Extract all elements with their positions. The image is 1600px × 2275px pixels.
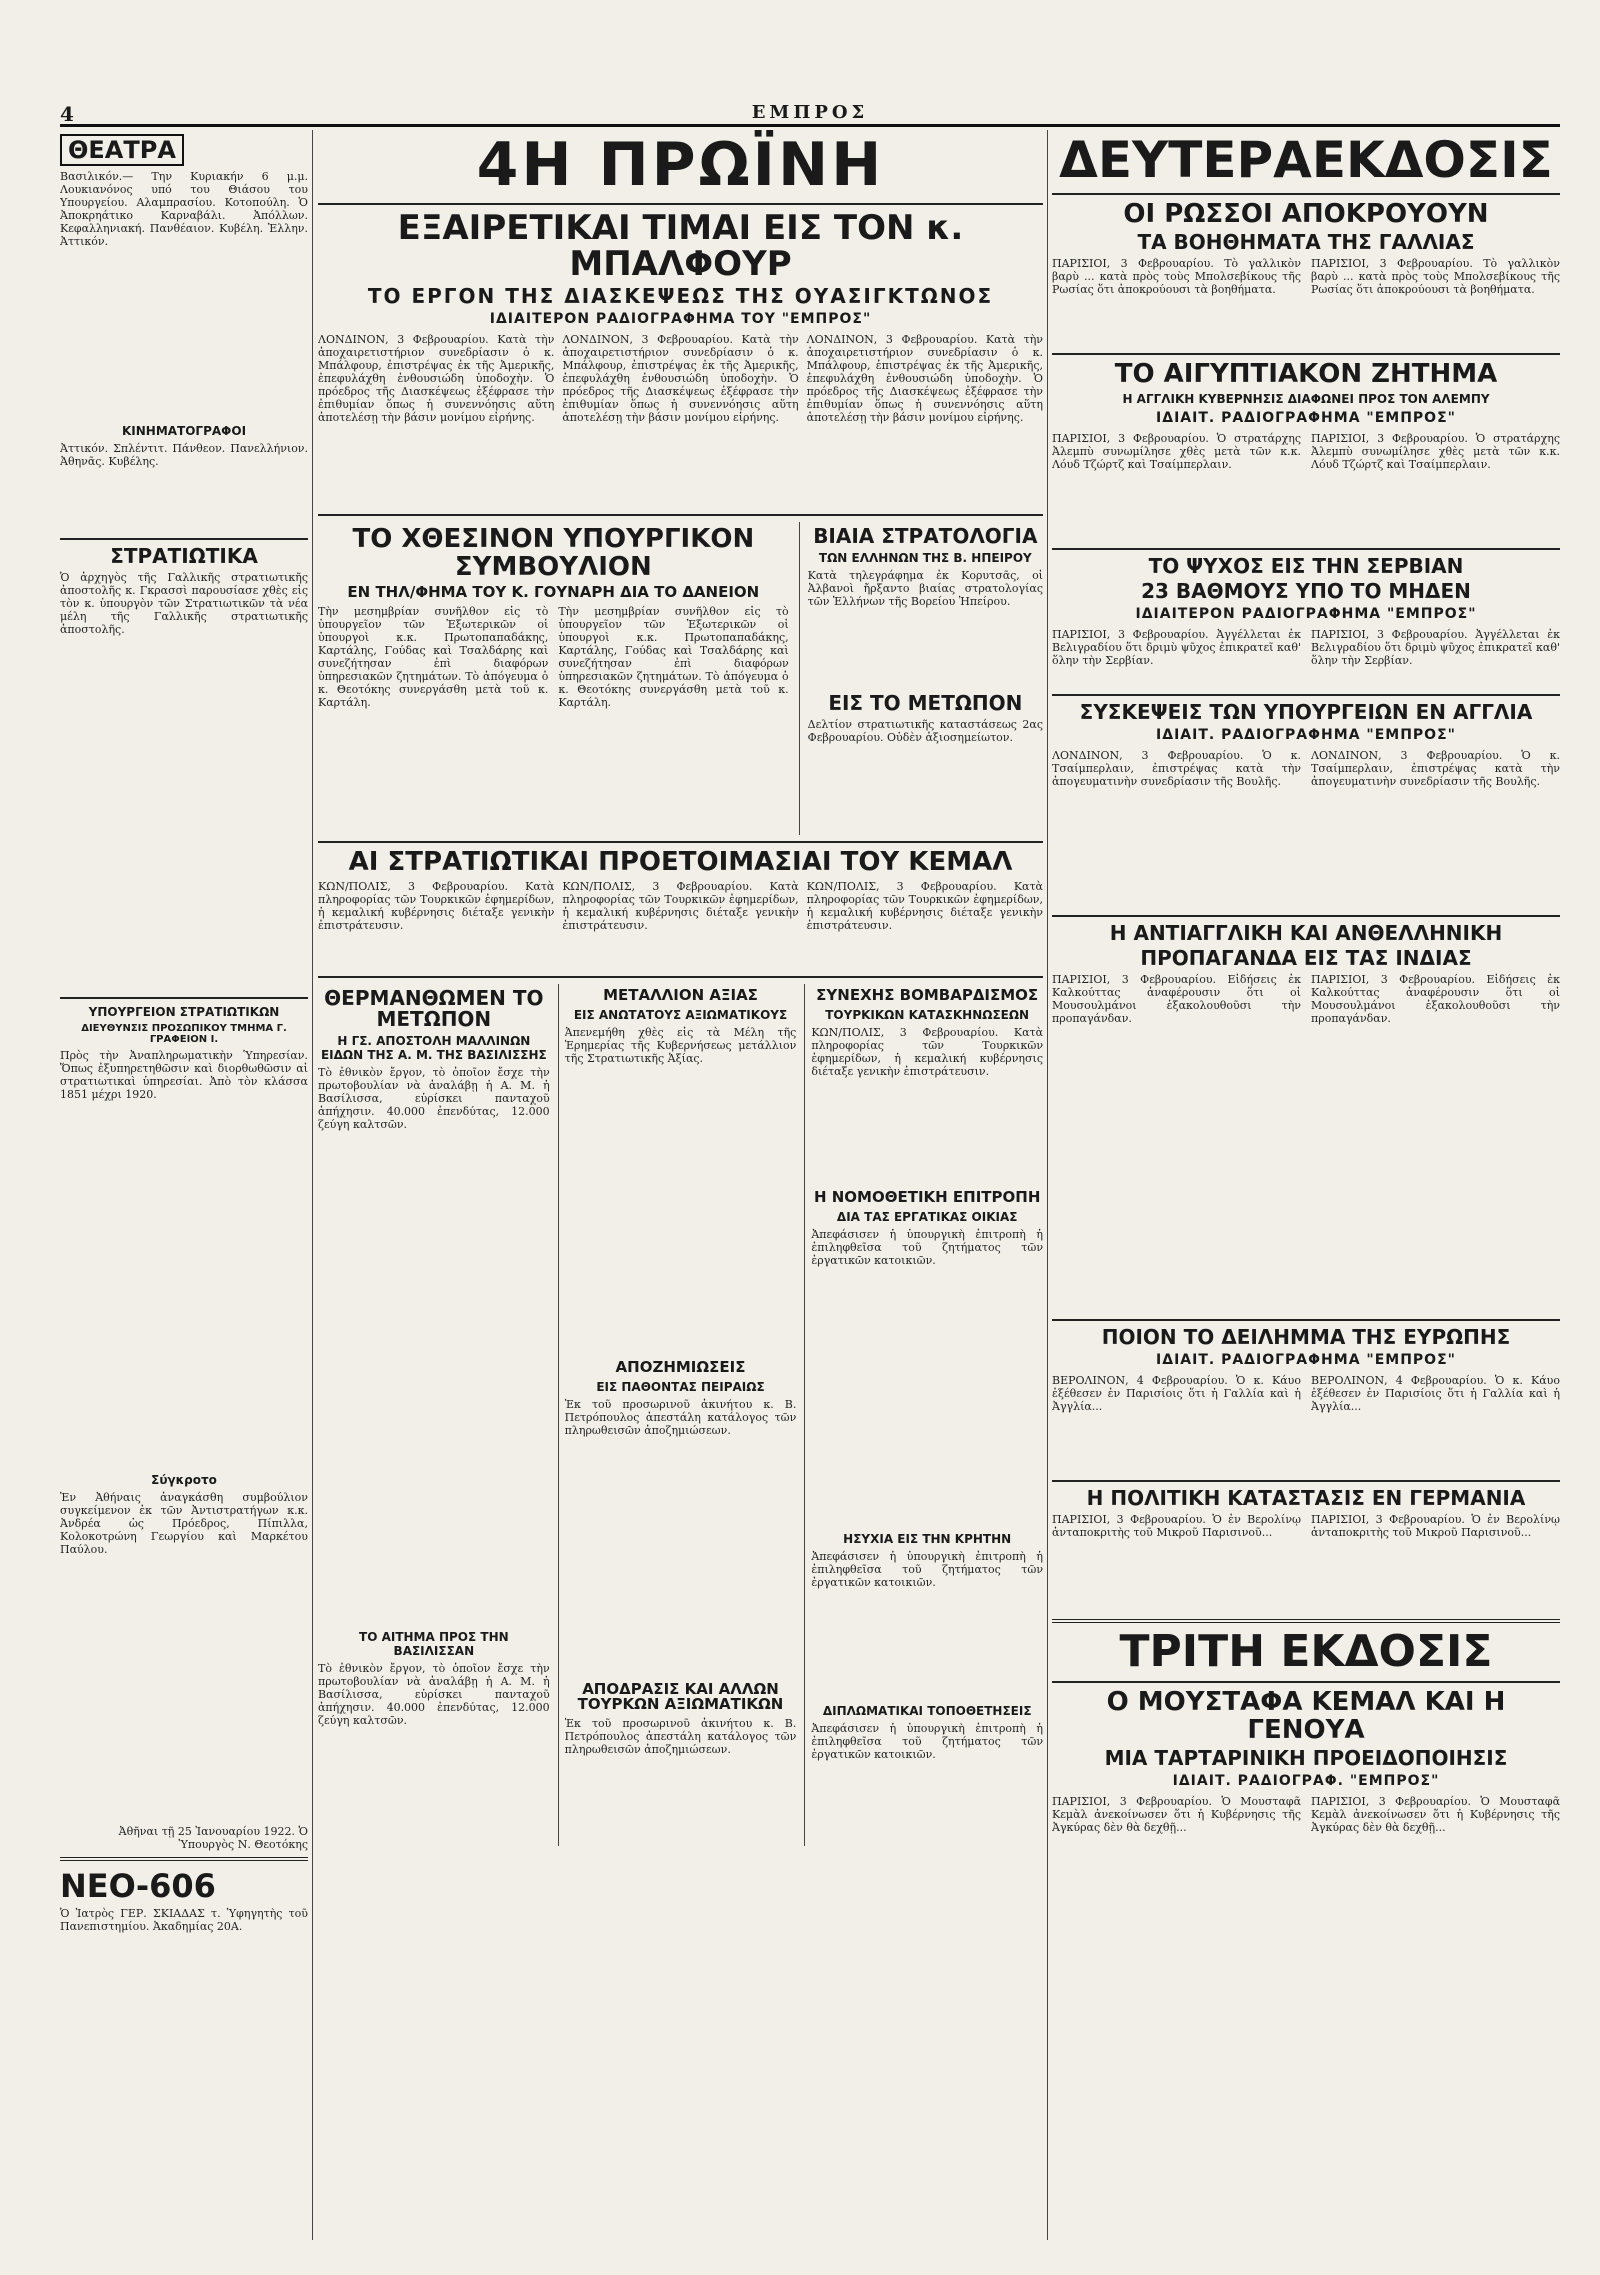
center-column bbox=[318, 130, 1043, 2240]
headline-europe-dilemma: ΠΟΙΟΝ ΤΟ ΔΕΙΛΗΜΜΑ ΤΗΣ ΕΥΡΩΠΗΣ bbox=[1101, 1325, 1511, 1350]
headline-medal: ΜΕΤΑΛΛΙΟΝ ΑΞΙΑΣ bbox=[603, 986, 758, 1005]
headline-britain-meetings: ΣΥΣΚΕΨΕΙΣ ΤΩΝ ΥΠΟΥΡΓΕΙΩΝ ΕΝ ΑΓΓΛΙΑ bbox=[1079, 700, 1533, 725]
headline-india-sub: ΠΡΟΠΑΓΑΝΔΑ ΕΙΣ ΤΑΣ ΙΝΔΙΑΣ bbox=[1140, 946, 1472, 971]
headline-front: ΕΙΣ ΤΟ ΜΕΤΩΠΟΝ bbox=[828, 691, 1023, 716]
headline-medal-sub: ΕΙΣ ΑΝΩΤΑΤΟΥΣ ΑΞΙΩΜΑΤΙΚΟΥΣ bbox=[573, 1007, 788, 1022]
article-bombardment: ΚΩΝ/ΠΟΛΙΣ, 3 Φεβρουαρίου. Κατὰ πληροφορίας τῶν Τουρκικῶν ἐφημερίδων, ἡ κεμαλική κυβέρνησις διέταξε γενικὴν ἐπιστράτευσιν. bbox=[811, 1025, 1043, 1078]
article-compensation: Ἐκ τοῦ προσωρινοῦ ἀκινήτου κ. Β. Πετρόπουλος ἀπεστάλη κατάλογος τῶν πληρωθεισῶν ἀποζημιώσεων. bbox=[564, 1397, 797, 1437]
page-number: 4 bbox=[60, 102, 74, 126]
headline-conscription: ΒΙΑΙΑ ΣΤΡΑΤΟΛΟΓΙΑ bbox=[813, 524, 1038, 549]
composition-heading: Σύγκροτο bbox=[151, 1473, 217, 1487]
headline-europe-byline: ΙΔΙΑΙΤ. ΡΑΔΙΟΓΡΑΦΗΜΑ "ΕΜΠΡΟΣ" bbox=[1156, 1352, 1456, 1369]
article-crete: Ἀπεφάσισεν ἡ ὑπουργικὴ ἐπιτροπὴ ἡ ἐπιληφθεῖσα τοῦ ζητήματος τῶν ἐργατικῶν κατοικιῶν. bbox=[811, 1549, 1043, 1589]
left-column bbox=[60, 130, 308, 2240]
article-balfour-col1: ΛΟΝΔΙΝΟΝ, 3 Φεβρουαρίου. Κατὰ τὴν ἀποχαιρετιστήριον συνεδρίασιν ὁ κ. Μπάλφουρ, ἐπιστρέψας ἐκ τῆς Ἀμερικῆς, ἐπεφυλάχθη ἐνθουσιώδη ὑποδοχὴν. Ὁ πρόεδρος τῆς Διασκέψεως ἐξέφρασε τὴν ἐπιθυμίαν ὅπως ἡ συνεννόησις αὕτη ἀποτελέσῃ τὴν βάσιν μονίμου εἰρήνης. bbox=[318, 333, 555, 425]
theatre-heading: ΘΕΑΤΡΑ bbox=[60, 134, 184, 166]
headline-compensation-sub: ΕΙΣ ΠΑΘΟΝΤΑΣ ΠΕΙΡΑΙΩΣ bbox=[596, 1379, 765, 1394]
article-cabinet-col2: Τὴν μεσημβρίαν συνῆλθον εἰς τὸ ὑπουργεῖον τῶν Ἐξωτερικῶν οἱ ὑπουργοὶ κ.κ. Πρωτοπαπαδάκης, Καρτάλης, Γούδας καὶ Τσαλδάρης καὶ συνεζήτησαν ἐπὶ διαφόρων ὑπηρεσιακῶν ζητημάτων. Τὸ ἀπόγευμα ὁ κ. Θεοτόκης συνεργάσθη μετὰ τοῦ κ. Καρτάλη. bbox=[558, 604, 789, 709]
headline-committee: Η ΝΟΜΟΘΕΤΙΚΗ ΕΠΙΤΡΟΠΗ bbox=[813, 1187, 1041, 1206]
headline-balfour: ΕΞΑΙΡΕΤΙΚΑΙ ΤΙΜΑΙ ΕΙΣ ΤΟΝ κ. ΜΠΑΛΦΟΥΡ bbox=[397, 208, 964, 284]
headline-conscription-sub: ΤΩΝ ΕΛΛΗΝΩΝ ΤΗΣ Β. ΗΠΕΙΡΟΥ bbox=[818, 551, 1032, 566]
ministry-heading: ΥΠΟΥΡΓΕΙΟΝ ΣΤΡΑΤΙΩΤΙΚΩΝ bbox=[88, 1005, 280, 1019]
article-india-col2: ΠΑΡΙΣΙΟΙ, 3 Φεβρουαρίου. Εἰδήσεις ἐκ Καλκούττας ἀναφέρουσιν ὅτι οἱ Μουσουλμάνοι ἐξακολουθοῦσι τὴν προπαγάνδαν. bbox=[1311, 973, 1560, 1026]
headline-serbia-sub: 23 ΒΑΘΜΟΥΣ ΥΠΟ ΤΟ ΜΗΔΕΝ bbox=[1141, 579, 1471, 604]
military-text: Ὁ ἀρχηγὸς τῆς Γαλλικῆς στρατιωτικῆς ἀποστολῆς κ. Γκρασσὶ παρουσίασε χθὲς εἰς τὸν κ. ὑπουργὸν τῶν Στρατιωτικῶν τὰ νέα μέλη τῆς Γαλλικῆς στρατιωτικῆς ἀποστολῆς. bbox=[60, 571, 308, 636]
article-europe-col1: ΒΕΡΟΛΙΝΟΝ, 4 Φεβρουαρίου. Ὁ κ. Κάυο ἐξέθεσεν ἐν Παρισίοις ὅτι ἡ Γαλλία καὶ ἡ Ἀγγλία... bbox=[1052, 1374, 1301, 1414]
paper-name: ΕΜΠΡΟΣ bbox=[751, 102, 869, 123]
headline-india: Η ΑΝΤΙΑΓΓΛΙΚΗ ΚΑΙ ΑΝΘΕΛΛΗΝΙΚΗ bbox=[1109, 921, 1503, 946]
article-egypt-col1: ΠΑΡΙΣΙΟΙ, 3 Φεβρουαρίου. Ὁ στρατάρχης Ἀλεμπὺ συνωμίλησε χθὲς μετὰ τῶν κ.κ. Λόυδ Τζώρτζ καὶ Τσαίμπερλαιν. bbox=[1052, 432, 1301, 472]
article-germany-col1: ΠΑΡΙΣΙΟΙ, 3 Φεβρουαρίου. Ὁ ἐν Βερολίνῳ ἀνταποκριτὴς τοῦ Μικροῦ Παρισινοῦ... bbox=[1052, 1513, 1301, 1540]
article-kemal-col2: ΚΩΝ/ΠΟΛΙΣ, 3 Φεβρουαρίου. Κατὰ πληροφορίας τῶν Τουρκικῶν ἐφημερίδων, ἡ κεμαλική κυβέρνησις διέταξε γενικὴν ἐπιστράτευσιν. bbox=[562, 880, 799, 933]
ministry-subheading: ΔΙΕΥΘΥΝΣΙΣ ΠΡΟΣΩΠΙΚΟΥ ΤΜΗΜΑ Γ. ΓΡΑΦΕΙΟΝ Ι. bbox=[81, 1023, 287, 1045]
headline-committee-sub: ΔΙΑ ΤΑΣ ΕΡΓΑΤΙΚΑΣ ΟΙΚΙΑΣ bbox=[836, 1209, 1018, 1224]
masthead bbox=[60, 100, 1560, 127]
article-britain-col2: ΛΟΝΔΙΝΟΝ, 3 Φεβρουαρίου. Ὁ κ. Τσαίμπερλαιν, ἐπιστρέψας κατὰ τὴν ἀπογευματινὴν συνεδρίασιν τῆς Βουλῆς. bbox=[1311, 749, 1560, 789]
headline-russians: ΟΙ ΡΩΣΣΟΙ ΑΠΟΚΡΟΥΟΥΝ bbox=[1123, 198, 1489, 229]
article-serbia-col2: ΠΑΡΙΣΙΟΙ, 3 Φεβρουαρίου. Ἀγγέλλεται ἐκ Βελιγραδίου ὅτι δριμὺ ψῦχος ἐπικρατεῖ καθ' ὅλην τὴν Σερβίαν. bbox=[1311, 628, 1560, 668]
third-edition-banner: ΤΡΙΤΗ ΕΚΔΟΣΙΣ bbox=[1119, 1626, 1493, 1678]
headline-diplomatic: ΔΙΠΛΩΜΑΤΙΚΑΙ ΤΟΠΟΘΕΤΗΣΕΙΣ bbox=[822, 1703, 1032, 1718]
headline-egypt-sub: Η ΑΓΓΛΙΚΗ ΚΥΒΕΡΝΗΣΙΣ ΔΙΑΦΩΝΕΙ ΠΡΟΣ ΤΟΝ ΑΛΕΜΠΥ bbox=[1122, 392, 1490, 407]
headline-escape: ΑΠΟΔΡΑΣΙΣ ΚΑΙ ΑΛΛΩΝ ΤΟΥΡΚΩΝ ΑΞΙΩΜΑΤΙΚΩΝ bbox=[577, 1679, 784, 1714]
headline-serbia: ΤΟ ΨΥΧΟΣ ΕΙΣ ΤΗΝ ΣΕΡΒΙΑΝ bbox=[1148, 554, 1464, 579]
headline-warm-front-sub: Η ΓΣ. ΑΠΟΣΤΟΛΗ ΜΑΛΛΙΝΩΝ ΕΙΔΩΝ ΤΗΣ Α. Μ. ΤΗΣ ΒΑΣΙΛΙΣΣΗΣ bbox=[320, 1034, 547, 1063]
headline-bombardment-sub: ΤΟΥΡΚΙΚΩΝ ΚΑΤΑΣΚΗΝΩΣΕΩΝ bbox=[825, 1007, 1030, 1022]
neo-heading: ΝΕΟ-606 bbox=[60, 1867, 216, 1905]
article-europe-col2: ΒΕΡΟΛΙΝΟΝ, 4 Φεβρουαρίου. Ὁ κ. Κάυο ἐξέθεσεν ἐν Παρισίοις ὅτι ἡ Γαλλία καὶ ἡ Ἀγγλία... bbox=[1311, 1374, 1560, 1414]
headline-cabinet-sub: ΕΝ ΤΗΛ/ΦΗΜΑ ΤΟΥ Κ. ΓΟΥΝΑΡΗ ΔΙΑ ΤΟ ΔΑΝΕΙΟΝ bbox=[347, 582, 760, 601]
article-india-col1: ΠΑΡΙΣΙΟΙ, 3 Φεβρουαρίου. Εἰδήσεις ἐκ Καλκούττας ἀναφέρουσιν ὅτι οἱ Μουσουλμάνοι ἐξακολουθοῦσι τὴν προπαγάνδαν. bbox=[1052, 973, 1301, 1026]
headline-kemal-prep: ΑΙ ΣΤΡΑΤΙΩΤΙΚΑΙ ΠΡΟΕΤΟΙΜΑΣΙΑΙ ΤΟΥ ΚΕΜΑΛ bbox=[348, 846, 1013, 877]
headline-balfour-sub: ΤΟ ΕΡΓΟΝ ΤΗΣ ΔΙΑΣΚΕΨΕΩΣ ΤΗΣ ΟΥΑΣΙΓΚΤΩΝΟΣ bbox=[367, 284, 994, 309]
headline-queen-request: ΤΟ ΑΙΤΗΜΑ ΠΡΟΣ ΤΗΝ ΒΑΣΙΛΙΣΣΑΝ bbox=[359, 1630, 509, 1659]
headline-kemal-genoa: Ο ΜΟΥΣΤΑΦΑ ΚΕΜΑΛ ΚΑΙ Η ΓΕΝΟΥΑ bbox=[1106, 1687, 1506, 1745]
headline-britain-byline: ΙΔΙΑΙΤ. ΡΑΔΙΟΓΡΑΦΗΜΑ "ΕΜΠΡΟΣ" bbox=[1156, 727, 1456, 744]
article-balfour-col2: ΛΟΝΔΙΝΟΝ, 3 Φεβρουαρίου. Κατὰ τὴν ἀποχαιρετιστήριον συνεδρίασιν ὁ κ. Μπάλφουρ, ἐπιστρέψας ἐκ τῆς Ἀμερικῆς, ἐπεφυλάχθη ἐνθουσιώδη ὑποδοχὴν. Ὁ πρόεδρος τῆς Διασκέψεως ἐξέφρασε τὴν ἐπιθυμίαν ὅπως ἡ συνεννόησις αὕτη ἀποτελέσῃ τὴν βάσιν μονίμου εἰρήνης. bbox=[562, 333, 799, 425]
article-kemal-col3: ΚΩΝ/ΠΟΛΙΣ, 3 Φεβρουαρίου. Κατὰ πληροφορίας τῶν Τουρκικῶν ἐφημερίδων, ἡ κεμαλική κυβέρνησις διέταξε γενικὴν ἐπιστράτευσιν. bbox=[806, 880, 1043, 933]
headline-warm-front: ΘΕΡΜΑΝΘΩΜΕΝ ΤΟ ΜΕΤΩΠΟΝ bbox=[324, 986, 544, 1032]
headline-egypt-byline: ΙΔΙΑΙΤ. ΡΑΔΙΟΓΡΑΦΗΜΑ "ΕΜΠΡΟΣ" bbox=[1156, 410, 1456, 427]
article-kemal-genoa-col2: ΠΑΡΙΣΙΟΙ, 3 Φεβρουαρίου. Ὁ Μουσταφᾶ Κεμὰλ ἀνεκοίνωσεν ὅτι ἡ Κυβέρνησις τῆς Ἀγκύρας δὲν θὰ δεχθῇ... bbox=[1311, 1794, 1560, 1834]
article-warm-front: Τὸ ἐθνικὸν ἔργον, τὸ ὁποῖον ἔσχε τὴν πρωτοβουλίαν νὰ ἀναλάβῃ ἡ Α. Μ. ἡ Βασίλισσα, εὑρίσκει πανταχοῦ ἀπήχησιν. 40.000 ἐπενδύτας, 12.000 ζεύγη καλτσῶν. bbox=[318, 1066, 550, 1132]
article-cabinet-col1: Τὴν μεσημβρίαν συνῆλθον εἰς τὸ ὑπουργεῖον τῶν Ἐξωτερικῶν οἱ ὑπουργοὶ κ.κ. Πρωτοπαπαδάκης, Καρτάλης, Γούδας καὶ Τσαλδάρης καὶ συνεζήτησαν ἐπὶ διαφόρων ὑπηρεσιακῶν ζητημάτων. Τὸ ἀπόγευμα ὁ κ. Θεοτόκης συνεργάσθη μετὰ τοῦ κ. Καρτάλη. bbox=[318, 604, 549, 709]
column-divider-2 bbox=[1047, 130, 1048, 2240]
second-edition-banner: ΔΕΥΤΕΡΑΕΚΔΟΣΙΣ bbox=[1059, 131, 1553, 189]
headline-kemal-genoa-byline: ΙΔΙΑΙΤ. ΡΑΔΙΟΓΡΑΦ. "ΕΜΠΡΟΣ" bbox=[1172, 1772, 1440, 1789]
headline-cabinet: ΤΟ ΧΘΕΣΙΝΟΝ ΥΠΟΥΡΓΙΚΟΝ ΣΥΜΒΟΥΛΙΟΝ bbox=[352, 524, 755, 582]
article-kemal-genoa-col1: ΠΑΡΙΣΙΟΙ, 3 Φεβρουαρίου. Ὁ Μουσταφᾶ Κεμὰλ ἀνεκοίνωσεν ὅτι ἡ Κυβέρνησις τῆς Ἀγκύρας δὲν θὰ δεχθῇ... bbox=[1052, 1794, 1301, 1834]
article-conscription: Κατὰ τηλεγράφημα ἐκ Κορυτσᾶς, οἱ Ἀλβανοὶ ἤρξαντο βιαίας στρατολογίας τῶν Ἑλλήνων τῆς Βορείου Ἠπείρου. bbox=[807, 569, 1043, 609]
headline-kemal-genoa-sub: ΜΙΑ ΤΑΡΤΑΡΙΝΙΚΗ ΠΡΟΕΙΔΟΠΟΙΗΣΙΣ bbox=[1104, 1745, 1508, 1770]
headline-balfour-byline: ΙΔΙΑΙΤΕΡΟΝ ΡΑΔΙΟΓΡΑΦΗΜΑ ΤΟΥ "ΕΜΠΡΟΣ" bbox=[489, 311, 872, 328]
headline-egypt: ΤΟ ΑΙΓΥΠΤΙΑΚΟΝ ΖΗΤΗΜΑ bbox=[1114, 358, 1498, 389]
theatre-text: Βασιλικόν.— Την Κυριακήν 6 μ.μ. Λουκιανόνος υπό του Θιάσου του Υπουργείου. Αλαμπρασίου. Κοτοπούλη. Ὁ Ἀποκρηάτικο Καρναβάλι. Ἀπόλλων. Κεφαλληνιακή. Πανθέαιον. Κυβέλη. Ἐλλην. Ἀττικόν. bbox=[60, 170, 308, 248]
military-heading: ΣΤΡΑΤΙΩΤΙΚΑ bbox=[110, 544, 258, 568]
right-column bbox=[1052, 130, 1560, 2240]
column-divider-1 bbox=[312, 130, 313, 2240]
article-egypt-col2: ΠΑΡΙΣΙΟΙ, 3 Φεβρουαρίου. Ὁ στρατάρχης Ἀλεμπὺ συνωμίλησε χθὲς μετὰ τῶν κ.κ. Λόυδ Τζώρτζ καὶ Τσαίμπερλαιν. bbox=[1311, 432, 1560, 472]
headline-compensation: ΑΠΟΖΗΜΙΩΣΕΙΣ bbox=[615, 1357, 746, 1376]
article-russians-col1: ΠΑΡΙΣΙΟΙ, 3 Φεβρουαρίου. Τὸ γαλλικὸν βαρὺ ... κατὰ πρὸς τοὺς Μπολσεβίκους τῆς Ρωσίας ὅτι ἀποκρούουσι τὰ βοηθήματα. bbox=[1052, 256, 1301, 296]
headline-serbia-byline: ΙΔΙΑΙΤΕΡΟΝ ΡΑΔΙΟΓΡΑΦΗΜΑ "ΕΜΠΡΟΣ" bbox=[1135, 606, 1477, 623]
article-balfour-col3: ΛΟΝΔΙΝΟΝ, 3 Φεβρουαρίου. Κατὰ τὴν ἀποχαιρετιστήριον συνεδρίασιν ὁ κ. Μπάλφουρ, ἐπιστρέψας ἐκ τῆς Ἀμερικῆς, ἐπεφυλάχθη ἐνθουσιώδη ὑποδοχὴν. Ὁ πρόεδρος τῆς Διασκέψεως ἐξέφρασε τὴν ἐπιθυμίαν ὅπως ἡ συνεννόησις αὕτη ἀποτελέσῃ τὴν βάσιν μονίμου εἰρήνης. bbox=[806, 333, 1043, 425]
headline-russians-sub: ΤΑ ΒΟΗΘΗΜΑΤΑ ΤΗΣ ΓΑΛΛΙΑΣ bbox=[1137, 229, 1475, 254]
composition-text: Ἐν Ἀθήναις ἀναγκάσθη συμβούλιον συγκείμενον ἐκ τῶν Ἀντιστρατήγων κ.κ. Ἀνδρέα ὡς Πρόεδρος, Πίπιλλα, Κολοκοτρώνη Γεωργίου καὶ Μαρκέτου Παύλου. bbox=[60, 1491, 308, 1556]
edition-banner: 4Η ΠΡΩΪΝΗ bbox=[476, 130, 885, 200]
article-russians-col2: ΠΑΡΙΣΙΟΙ, 3 Φεβρουαρίου. Τὸ γαλλικὸν βαρὺ ... κατὰ πρὸς τοὺς Μπολσεβίκους τῆς Ρωσίας ὅτι ἀποκρούουσι τὰ βοηθήματα. bbox=[1311, 256, 1560, 296]
ministry-text: Πρὸς τὴν Ἀναπληρωματικὴν Ὑπηρεσίαν. Ὅπως ἐξυπηρετηθῶσιν καὶ διορθωθῶσιν αἱ στρατιωτικαὶ ὑπηρεσίαι. Ἀπὸ τὸν κλάσσα 1851 μέχρι 1920. bbox=[60, 1049, 308, 1101]
headline-germany: Η ΠΟΛΙΤΙΚΗ ΚΑΤΑΣΤΑΣΙΣ ΕΝ ΓΕΡΜΑΝΙΑ bbox=[1086, 1486, 1526, 1511]
cinema-heading: ΚΙΝΗΜΑΤΟΓΡΑΦΟΙ bbox=[121, 424, 247, 438]
article-britain-col1: ΛΟΝΔΙΝΟΝ, 3 Φεβρουαρίου. Ὁ κ. Τσαίμπερλαιν, ἐπιστρέψας κατὰ τὴν ἀπογευματινὴν συνεδρίασιν τῆς Βουλῆς. bbox=[1052, 749, 1301, 789]
headline-crete: ΗΣΥΧΙΑ ΕΙΣ ΤΗΝ ΚΡΗΤΗΝ bbox=[843, 1531, 1012, 1546]
cinema-text: Ἀττικόν. Σπλέντιτ. Πάνθεον. Πανελλήνιον. Ἀθηνᾶς. Κυβέλης. bbox=[60, 442, 308, 468]
signature: Ἀθῆναι τῇ 25 Ἰανουαρίου 1922. Ὁ Ὑπουργὸς Ν. Θεοτόκης bbox=[118, 1825, 308, 1851]
article-serbia-col1: ΠΑΡΙΣΙΟΙ, 3 Φεβρουαρίου. Ἀγγέλλεται ἐκ Βελιγραδίου ὅτι δριμὺ ψῦχος ἐπικρατεῖ καθ' ὅλην τὴν Σερβίαν. bbox=[1052, 628, 1301, 668]
article-diplomatic: Ἀπεφάσισεν ἡ ὑπουργικὴ ἐπιτροπὴ ἡ ἐπιληφθεῖσα τοῦ ζητήματος τῶν ἐργατικῶν κατοικιῶν. bbox=[811, 1721, 1043, 1761]
article-germany-col2: ΠΑΡΙΣΙΟΙ, 3 Φεβρουαρίου. Ὁ ἐν Βερολίνῳ ἀνταποκριτὴς τοῦ Μικροῦ Παρισινοῦ... bbox=[1311, 1513, 1560, 1540]
headline-bombardment: ΣΥΝΕΧΗΣ ΒΟΜΒΑΡΔΙΣΜΟΣ bbox=[816, 986, 1039, 1005]
article-medal: Ἀπενεμήθη χθὲς εἰς τὰ Μέλη τῆς Ἐρημερίας τῆς Κυβερνήσεως μετάλλιον τῆς Στρατιωτικῆς Ἀξίας. bbox=[564, 1025, 797, 1065]
article-escape: Ἐκ τοῦ προσωρινοῦ ἀκινήτου κ. Β. Πετρόπουλος ἀπεστάλη κατάλογος τῶν πληρωθεισῶν ἀποζημιώσεων. bbox=[564, 1717, 797, 1757]
article-front: Δελτίον στρατιωτικῆς καταστάσεως 2ας Φεβρουαρίου. Οὐδὲν ἀξιοσημείωτον. bbox=[807, 718, 1043, 745]
article-kemal-col1: ΚΩΝ/ΠΟΛΙΣ, 3 Φεβρουαρίου. Κατὰ πληροφορίας τῶν Τουρκικῶν ἐφημερίδων, ἡ κεμαλική κυβέρνησις διέταξε γενικὴν ἐπιστράτευσιν. bbox=[318, 880, 555, 933]
neo-text: Ὁ Ἰατρὸς ΓΕΡ. ΣΚΙΑΔΑΣ τ. Ὑφηγητὴς τοῦ Πανεπιστημίου. Ἀκαδημίας 20Α. bbox=[60, 1907, 308, 1933]
article-committee: Ἀπεφάσισεν ἡ ὑπουργικὴ ἐπιτροπὴ ἡ ἐπιληφθεῖσα τοῦ ζητήματος τῶν ἐργατικῶν κατοικιῶν. bbox=[811, 1227, 1043, 1267]
article-queen-request: Τὸ ἐθνικὸν ἔργον, τὸ ὁποῖον ἔσχε τὴν πρωτοβουλίαν νὰ ἀναλάβῃ ἡ Α. Μ. ἡ Βασίλισσα, εὑρίσκει πανταχοῦ ἀπήχησιν. 40.000 ἐπενδύτας, 12.000 ζεύγη καλτσῶν. bbox=[318, 1662, 550, 1728]
